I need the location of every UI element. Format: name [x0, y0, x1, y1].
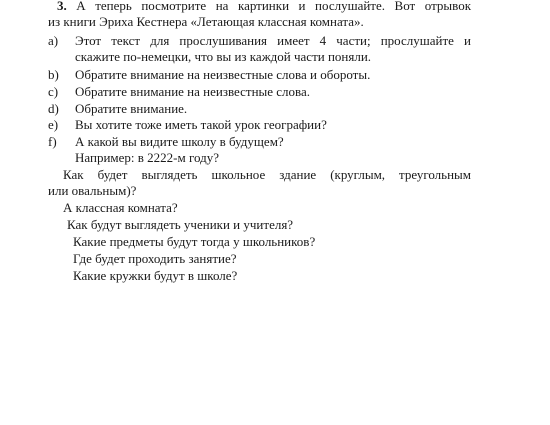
- question-lessons: Где будет проходить занятие?: [73, 251, 237, 266]
- question-people: Как будут выглядеть ученики и учителя?: [67, 217, 294, 232]
- question-building-line-1: Как будет выглядеть школьное здание (круглым, треугольным: [63, 167, 471, 182]
- item-marker-e: e): [48, 117, 59, 132]
- example-text: Например: в 2222-м году?: [75, 150, 219, 165]
- question-building-line-2: или овальным)?: [48, 183, 137, 198]
- exercise-intro-line-1: [57, 0, 471, 14]
- exercise-number: 3.: [57, 0, 67, 13]
- exercise-intro-line-2: из книги Эриха Кестнера «Летающая классная комната».: [48, 14, 364, 29]
- item-a-line-1: Этот текст для прослушивания имеет 4 части; прослушайте и: [75, 33, 471, 48]
- item-marker-c: c): [48, 84, 59, 99]
- item-marker-b: b): [48, 67, 59, 82]
- item-marker-f: f): [48, 134, 57, 149]
- item-marker-d: d): [48, 101, 59, 116]
- item-d-text: Обратите внимание.: [75, 101, 188, 116]
- question-classroom: А классная комната?: [63, 200, 178, 215]
- item-c-text: Обратите внимание на неизвестные слова.: [75, 84, 311, 99]
- question-subjects: Какие предметы будут тогда у школьников?: [73, 234, 316, 249]
- item-f-text: А какой вы видите школу в будущем?: [75, 134, 284, 149]
- exercise-intro-text: А теперь посмотрите на картинки и послушайте. Вот отрывок: [76, 0, 472, 13]
- item-e-text: Вы хотите тоже иметь такой урок географии?: [75, 117, 327, 132]
- item-a-line-2: скажите по-немецки, что вы из каждой части поняли.: [75, 49, 372, 64]
- item-b-text: Обратите внимание на неизвестные слова и обороты.: [75, 67, 371, 82]
- item-marker-a: a): [48, 33, 59, 48]
- question-clubs: Какие кружки будут в школе?: [73, 268, 238, 283]
